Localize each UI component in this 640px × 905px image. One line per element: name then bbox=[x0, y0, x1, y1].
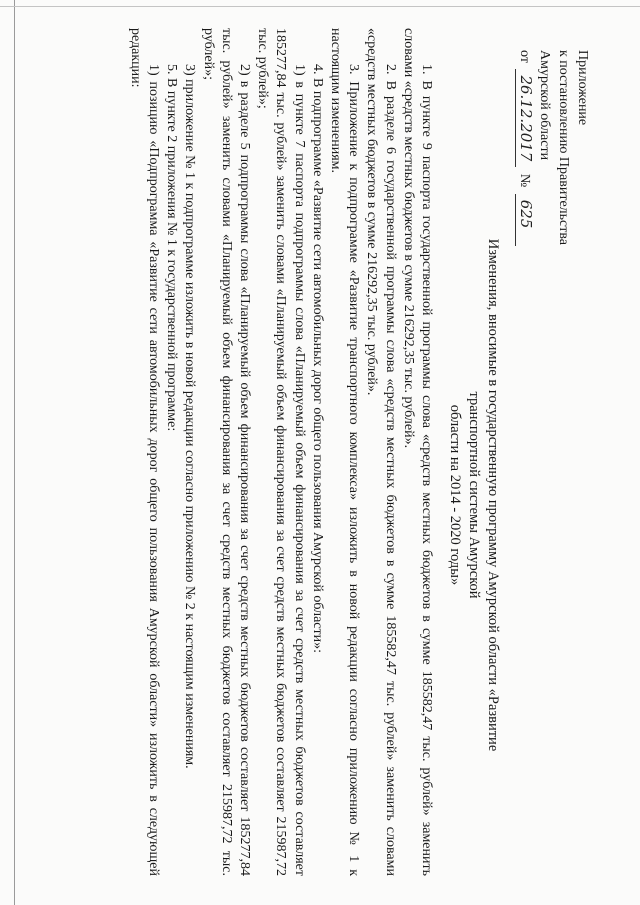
document-title bbox=[445, 195, 502, 795]
paragraph-5-1: 1) позицию «Подпрограмма «Развитие сети автомобильных дорог общего пользования Амурской области» изложить в следующей редакции: bbox=[127, 28, 161, 876]
paragraph-2: 2. В разделе 6 государственной программы слова «средств местных бюджетов в сумме 185582,47 тыс. рублей» заменить словами «средств местных бюджетов в сумме 216292,35 тыс. рублей». bbox=[364, 28, 398, 876]
scan-edge-left bbox=[14, 0, 15, 905]
scan-edge-top bbox=[0, 6, 640, 7]
paragraph-4-2: 2) в разделе 5 подпрограммы слова «Планируемый объем финансирования за счет средств местных бюджетов составляет 185277,84 тыс. рублей» заменить словами «Планируемый объем финансирования за счет средств местных бюджетов составляет 215987,72 тыс. рублей»; bbox=[200, 28, 252, 876]
paragraph-3: 3. Приложение к подпрограмме «Развитие транспортного комплекса» изложить в новой редакции согласно приложению № 1 к настоящим изменениям. bbox=[327, 28, 362, 876]
paragraph-4-3: 3) приложение № 1 к подпрограмме изложить в новой редакции согласно приложению № 2 к настоящим изменениям. bbox=[182, 64, 198, 769]
stamp-line-1: Приложение bbox=[575, 50, 590, 126]
document-body bbox=[126, 28, 435, 876]
appendix-stamp bbox=[515, 50, 592, 310]
stamp-date-line bbox=[515, 50, 535, 310]
stamp-line-3: Амурской области bbox=[537, 50, 552, 161]
paragraph-1: 1. В пункте 9 паспорта государственной программы слова «средств местных бюджетов в сумме 185582,47 тыс. рублей» заменить словами «средств местных бюджетов в сумме 216292,35 тыс. рублей». bbox=[400, 28, 434, 876]
paragraph-5: 5. В пункте 2 приложения № 1 к государственной программе: bbox=[164, 64, 180, 432]
document-sheet bbox=[20, 20, 620, 885]
paragraph-4: 4. В подпрограмме «Развитие сети автомобильных дорог общего пользования Амурской области»: bbox=[309, 64, 325, 654]
stamp-line-2: к постановлению Правительства bbox=[556, 50, 571, 246]
title-line-2: области на 2014 - 2020 годы» bbox=[447, 404, 463, 586]
title-line-1: Изменения, вносимые в государственную программу Амурской области «Развитие транспортной системы Амурской bbox=[466, 238, 501, 752]
date-prefix: от bbox=[517, 50, 532, 63]
handwritten-date: 26.12.2017 bbox=[515, 69, 535, 167]
handwritten-number: 625 bbox=[515, 194, 535, 246]
number-prefix: № bbox=[517, 173, 532, 188]
paragraph-4-1: 1) в пункте 7 паспорта подпрограммы слова «Планируемый объем финансирования за счет средств местных бюджетов составляет 185277,84 тыс. рублей» заменить словами «Планируемый объем финансирования за счет средств местных бюджетов составляет 215987,72 тыс. рублей»; bbox=[255, 28, 307, 876]
